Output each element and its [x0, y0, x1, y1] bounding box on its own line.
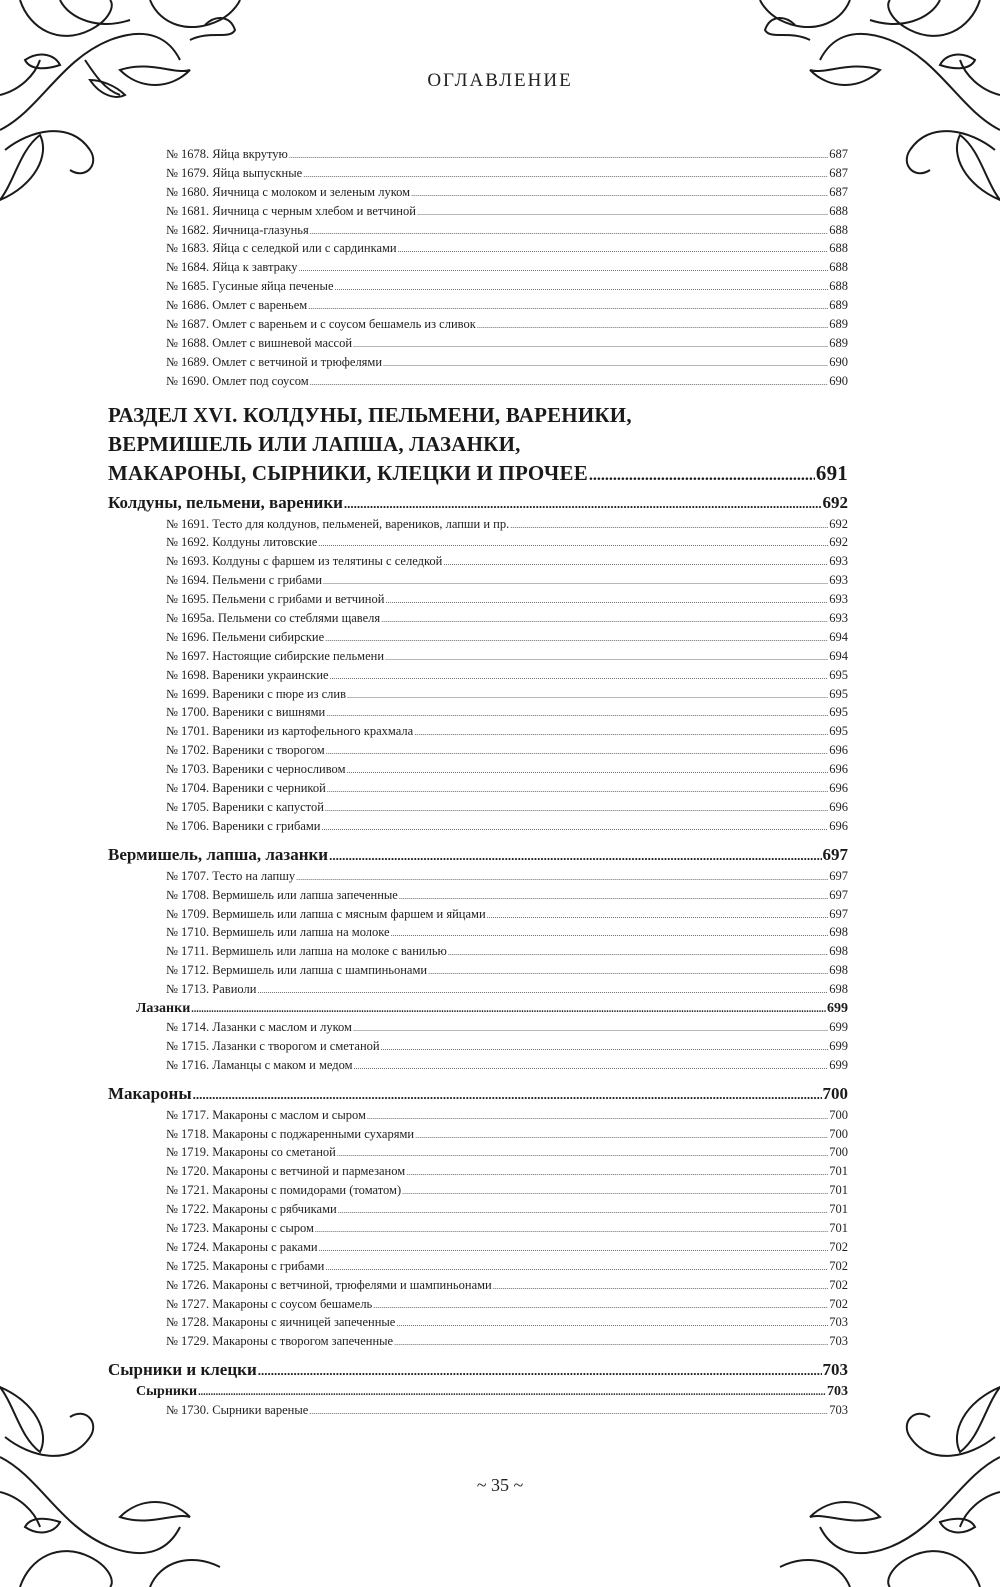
page-number: 697 [829, 906, 848, 921]
toc-entry[interactable] [108, 296, 848, 315]
page-number: 703 [827, 1384, 848, 1400]
running-head: ОГЛАВЛЕНИЕ [427, 70, 573, 91]
page-number: 693 [829, 592, 848, 607]
page-number: 692 [829, 516, 848, 531]
page-folio: ~ 35 ~ [476, 1475, 524, 1495]
toc-entry[interactable] [108, 277, 848, 296]
toc-entry[interactable] [108, 202, 848, 221]
leader-dots [394, 1334, 828, 1353]
toc-entry[interactable] [108, 628, 848, 647]
page-number: 699 [827, 1000, 848, 1016]
leader-dots [322, 819, 829, 838]
toc-entry[interactable] [108, 798, 848, 817]
entry-title: № 1727. Макароны с соусом бешамель [166, 1296, 373, 1311]
leader-dots [257, 982, 828, 1001]
leader-dots [353, 336, 828, 355]
toc-entry[interactable] [108, 779, 848, 798]
toc-entry[interactable] [108, 685, 848, 704]
leader-dots [385, 592, 828, 611]
entry-title: № 1715. Лазанки с творогом и сметаной [166, 1038, 380, 1053]
subsection-heading[interactable] [108, 1382, 848, 1401]
page-number: 691 [815, 460, 848, 485]
leader-dots [428, 963, 828, 982]
entry-title: № 1695. Пельмени с грибами и ветчиной [166, 592, 385, 607]
page-number: 698 [829, 982, 848, 997]
toc-entry[interactable] [108, 258, 848, 277]
entry-title: № 1723. Макароны с сыром [166, 1220, 314, 1235]
section-title: Макароны [108, 1083, 192, 1103]
toc-entry[interactable] [108, 1257, 848, 1276]
toc-entry[interactable] [108, 1056, 848, 1075]
page-number: 701 [829, 1220, 848, 1235]
subsection-title: Лазанки [136, 1000, 191, 1016]
page-number: 690 [829, 373, 848, 388]
page-number: 703 [829, 1315, 848, 1330]
page-number: 699 [829, 1038, 848, 1053]
toc-entry[interactable] [108, 1125, 848, 1144]
leader-dots [319, 1240, 829, 1259]
toc-entry[interactable] [108, 353, 848, 372]
part-title-line-2: ВЕРМИШЕЛЬ ИЛИ ЛАПША, ЛАЗАНКИ, [108, 431, 521, 456]
leader-dots [329, 843, 821, 868]
leader-dots [381, 1039, 829, 1058]
page-number: 688 [829, 222, 848, 237]
toc-entry[interactable] [108, 666, 848, 685]
toc-entry[interactable] [108, 183, 848, 202]
page-number: 688 [829, 241, 848, 256]
leader-dots [417, 204, 828, 223]
page-number: 699 [829, 1057, 848, 1072]
page-number: 689 [829, 298, 848, 313]
page-number: 690 [829, 354, 848, 369]
leader-dots [398, 241, 829, 260]
page-number: 703 [822, 1360, 848, 1380]
leader-dots [411, 185, 828, 204]
entry-title: № 1683. Яйца с селедкой или с сардинками [166, 241, 397, 256]
leader-dots [385, 649, 828, 668]
entry-title: № 1687. Омлет с вареньем и с соусом бешамель из сливок [166, 317, 476, 332]
toc-entry[interactable] [108, 1018, 848, 1037]
leader-dots [354, 1058, 829, 1077]
leader-dots [309, 1403, 828, 1422]
page-number: 692 [822, 492, 848, 512]
entry-title: № 1690. Омлет под соусом [166, 373, 309, 388]
entry-title: № 1724. Макароны с раками [166, 1239, 318, 1254]
page-number: 694 [829, 629, 848, 644]
entry-title: № 1689. Омлет с ветчиной и трюфелями [166, 354, 383, 369]
entry-title: № 1681. Яичница с черным хлебом и ветчиной [166, 203, 416, 218]
page-number: 695 [829, 667, 848, 682]
toc-entry[interactable] [108, 1200, 848, 1219]
entry-title: № 1701. Вареники из картофельного крахмала [166, 724, 414, 739]
leader-dots [191, 1000, 826, 1019]
leader-dots [325, 630, 828, 649]
leader-dots [347, 687, 828, 706]
entry-title: № 1699. Вареники с пюре из слив [166, 686, 347, 701]
toc-entry[interactable] [108, 703, 848, 722]
page-number: 700 [829, 1126, 848, 1141]
leader-dots [344, 491, 822, 516]
toc-entry[interactable] [108, 942, 848, 961]
leader-dots [337, 1145, 828, 1164]
leader-dots [367, 1108, 828, 1127]
leader-dots [325, 800, 828, 819]
toc-entry[interactable] [108, 647, 848, 666]
leader-dots [326, 743, 829, 762]
leader-dots [315, 1221, 828, 1240]
leader-dots [477, 317, 828, 336]
page-number: 697 [829, 887, 848, 902]
part-title-line-1: РАЗДЕЛ XVI. КОЛДУНЫ, ПЕЛЬМЕНИ, ВАРЕНИКИ, [108, 402, 632, 427]
page-number: 695 [829, 724, 848, 739]
toc-entry[interactable] [108, 609, 848, 628]
toc-entry-list [108, 145, 848, 391]
toc-entry[interactable] [108, 867, 848, 886]
page-number: 693 [829, 554, 848, 569]
entry-title: № 1704. Вареники с черникой [166, 781, 326, 796]
page-number: 695 [829, 686, 848, 701]
toc-entry[interactable] [108, 571, 848, 590]
entry-title: № 1702. Вареники с творогом [166, 743, 325, 758]
entry-title: № 1722. Макароны с рябчиками [166, 1202, 337, 1217]
page-number: 702 [829, 1277, 848, 1292]
entry-title: № 1696. Пельмени сибирские [166, 629, 325, 644]
leader-dots [338, 1202, 829, 1221]
toc-entry[interactable] [108, 590, 848, 609]
entry-title: № 1708. Вермишель или лапша запеченные [166, 887, 398, 902]
page-number: 700 [829, 1145, 848, 1160]
entry-title: № 1712. Вермишель или лапша с шампиньонами [166, 963, 428, 978]
entry-title: № 1718. Макароны с поджаренными сухарями [166, 1126, 415, 1141]
toc-entry[interactable] [108, 1295, 848, 1314]
page-number: 698 [829, 944, 848, 959]
page-number: 693 [829, 611, 848, 626]
leader-dots [198, 1383, 826, 1402]
page-number: 700 [829, 1107, 848, 1122]
section-title: Колдуны, пельмени, вареники [108, 492, 343, 512]
entry-title: № 1694. Пельмени с грибами [166, 573, 323, 588]
toc-entry[interactable] [108, 961, 848, 980]
toc-entry[interactable] [108, 533, 848, 552]
entry-title: № 1698. Вареники украинские [166, 667, 329, 682]
page-number: 694 [829, 648, 848, 663]
entry-title: № 1716. Ламанцы с маком и медом [166, 1057, 353, 1072]
part-heading[interactable] [108, 401, 848, 490]
toc-entry[interactable] [108, 515, 848, 534]
toc-entry[interactable] [108, 1401, 848, 1420]
page-number: 695 [829, 705, 848, 720]
page-number: 703 [829, 1334, 848, 1349]
entry-title: № 1719. Макароны со сметаной [166, 1145, 336, 1160]
leader-dots [510, 517, 828, 536]
toc-entry[interactable] [108, 221, 848, 240]
entry-title: № 1714. Лазанки с маслом и луком [166, 1019, 352, 1034]
page-number: 703 [829, 1403, 848, 1418]
toc-entry[interactable] [108, 552, 848, 571]
page-number: 689 [829, 317, 848, 332]
entry-title: № 1688. Омлет с вишневой массой [166, 335, 353, 350]
entry-title: № 1686. Омлет с вареньем [166, 298, 308, 313]
toc-entry[interactable] [108, 1143, 848, 1162]
entry-title: № 1728. Макароны с яичницей запеченные [166, 1315, 396, 1330]
leader-dots [373, 1297, 828, 1316]
toc-entry[interactable] [108, 1332, 848, 1351]
toc-entry[interactable] [108, 1238, 848, 1257]
page-number: 692 [829, 535, 848, 550]
section-heading[interactable] [108, 842, 848, 867]
page-number: 696 [829, 799, 848, 814]
page-number: 687 [829, 165, 848, 180]
page-number: 696 [829, 818, 848, 833]
leader-dots [589, 461, 815, 490]
entry-title: № 1713. Равиоли [166, 982, 257, 997]
entry-title: № 1693. Колдуны с фаршем из телятины с селедкой [166, 554, 443, 569]
entry-title: № 1706. Вареники с грибами [166, 818, 321, 833]
leader-dots [396, 1315, 828, 1334]
page-number: 689 [829, 335, 848, 350]
page-number: 696 [829, 781, 848, 796]
toc-entry[interactable] [108, 741, 848, 760]
leader-dots [381, 611, 828, 630]
leader-dots [415, 1127, 828, 1146]
toc-entry[interactable] [108, 372, 848, 391]
toc-entry[interactable] [108, 980, 848, 999]
entry-title: № 1684. Яйца к завтраку [166, 260, 298, 275]
leader-dots [353, 1020, 828, 1039]
section-heading[interactable] [108, 1081, 848, 1106]
toc-entry[interactable] [108, 1276, 848, 1295]
leader-dots [289, 147, 828, 166]
page-number: 693 [829, 573, 848, 588]
subsection-heading[interactable] [108, 999, 848, 1018]
toc-entry[interactable] [108, 760, 848, 779]
toc-entry[interactable] [108, 1219, 848, 1238]
toc-entry[interactable] [108, 905, 848, 924]
leader-dots [402, 1183, 828, 1202]
entry-title: № 1707. Тесто на лапшу [166, 868, 296, 883]
entry-title: № 1726. Макароны с ветчиной, трюфелями и шампиньонами [166, 1277, 492, 1292]
page-number: 698 [829, 963, 848, 978]
leader-dots [323, 573, 828, 592]
part-title-line-3: МАКАРОНЫ, СЫРНИКИ, КЛЕЦКИ И ПРОЧЕЕ [108, 460, 588, 485]
leader-dots [493, 1278, 829, 1297]
toc-entry[interactable] [108, 164, 848, 183]
page-number: 696 [829, 743, 848, 758]
entry-title: № 1729. Макароны с творогом запеченные [166, 1334, 394, 1349]
section-title: Вермишель, лапша, лазанки [108, 844, 329, 864]
toc-entry[interactable] [108, 886, 848, 905]
leader-dots [383, 355, 828, 374]
page-number: 698 [829, 925, 848, 940]
page-number: 687 [829, 184, 848, 199]
leader-dots [443, 554, 828, 573]
table-of-contents [108, 145, 848, 1420]
page-number: 688 [829, 203, 848, 218]
toc-entry[interactable] [108, 722, 848, 741]
toc-entry[interactable] [108, 334, 848, 353]
entry-title: № 1695а. Пельмени со стеблями щавеля [166, 611, 381, 626]
leader-dots [487, 907, 829, 926]
leader-dots [335, 279, 829, 298]
toc-entry[interactable] [108, 315, 848, 334]
entry-title: № 1700. Вареники с вишнями [166, 705, 326, 720]
page-number: 699 [829, 1019, 848, 1034]
toc-entry[interactable] [108, 1313, 848, 1332]
page-number: 688 [829, 260, 848, 275]
entry-title: № 1678. Яйца вкрутую [166, 147, 288, 161]
page-number: 702 [829, 1296, 848, 1311]
entry-title: № 1721. Макароны с помидорами (томатом) [166, 1183, 402, 1198]
section-title: Сырники и клецки [108, 1360, 257, 1380]
toc-entry[interactable] [108, 1037, 848, 1056]
page-number: 697 [829, 868, 848, 883]
entry-title: № 1679. Яйца выпускные [166, 165, 303, 180]
leader-dots [299, 260, 829, 279]
toc-entry[interactable] [108, 1106, 848, 1125]
page-number: 687 [829, 147, 848, 161]
leader-dots [391, 925, 829, 944]
leader-dots [327, 781, 828, 800]
page-number: 697 [822, 844, 848, 864]
toc-entry[interactable] [108, 145, 848, 164]
page-number: 701 [829, 1183, 848, 1198]
entry-title: № 1685. Гусиные яйца печеные [166, 279, 334, 294]
page-number: 700 [822, 1083, 848, 1103]
page-number: 702 [829, 1239, 848, 1254]
leader-dots [330, 668, 829, 687]
toc-entry[interactable] [108, 239, 848, 258]
toc-entry[interactable] [108, 1181, 848, 1200]
page-number: 702 [829, 1258, 848, 1273]
entry-title: № 1717. Макароны с маслом и сыром [166, 1107, 366, 1122]
entry-title: № 1692. Колдуны литовские [166, 535, 318, 550]
entry-title: № 1691. Тесто для колдунов, пельменей, вареников, лапши и пр. [166, 516, 510, 531]
page-number: 696 [829, 762, 848, 777]
leader-dots [414, 724, 828, 743]
entry-title: № 1710. Вермишель или лапша на молоке [166, 925, 390, 940]
leader-dots [346, 762, 828, 781]
section-heading[interactable] [108, 1357, 848, 1382]
toc-entry[interactable] [108, 923, 848, 942]
entry-title: № 1725. Макароны с грибами [166, 1258, 325, 1273]
entry-title: № 1682. Яичница-глазунья [166, 222, 309, 237]
entry-title: № 1705. Вареники с капустой [166, 799, 324, 814]
leader-dots [258, 1358, 822, 1383]
page-number: 701 [829, 1202, 848, 1217]
leader-dots [310, 374, 829, 393]
entry-title: № 1720. Макароны с ветчиной и пармезаном [166, 1164, 406, 1179]
page-number: 701 [829, 1164, 848, 1179]
subsection-title: Сырники [136, 1384, 198, 1400]
section-heading[interactable] [108, 490, 848, 515]
entry-title: № 1711. Вермишель или лапша на молоке с ванилью [166, 944, 447, 959]
page-number: 688 [829, 279, 848, 294]
entry-title: № 1680. Яичница с молоком и зеленым луком [166, 184, 411, 199]
leader-dots [193, 1082, 822, 1107]
toc-entry[interactable] [108, 817, 848, 836]
entry-title: № 1703. Вареники с черносливом [166, 762, 346, 777]
entry-title: № 1730. Сырники вареные [166, 1403, 309, 1418]
toc-entry[interactable] [108, 1162, 848, 1181]
entry-title: № 1709. Вермишель или лапша с мясным фаршем и яйцами [166, 906, 486, 921]
leader-dots [448, 944, 828, 963]
entry-title: № 1697. Настоящие сибирские пельмени [166, 648, 385, 663]
leader-dots [406, 1164, 828, 1183]
